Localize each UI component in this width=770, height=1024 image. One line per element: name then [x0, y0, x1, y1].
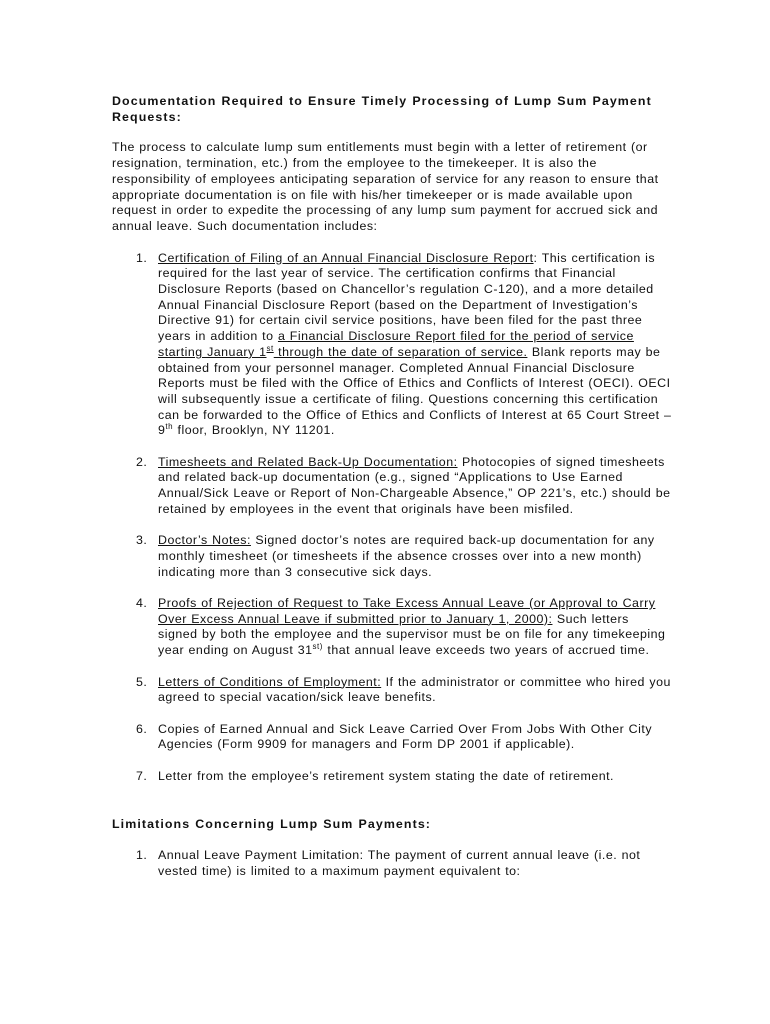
list-item-title: Doctor’s Notes: — [158, 533, 251, 548]
list-item — [112, 769, 672, 785]
list-item-body: Letter from the employee’s retirement system stating the date of retirement. — [158, 768, 614, 783]
list-item-number: 5. — [136, 674, 148, 689]
section-heading-limitations: Limitations Concerning Lump Sum Payments: — [112, 817, 432, 832]
list-item-number: 7. — [136, 768, 148, 783]
list-item-title: Letters of Conditions of Employment: — [158, 674, 382, 689]
list-item-title: Proofs of Rejection of Request to Take Excess Annual Leave (or Approval to Carry Over Excess Annual Leave if submitted prior to January 1, 2000): — [158, 596, 656, 626]
list-item-number: 4. — [136, 596, 148, 611]
list-item — [112, 848, 672, 879]
list-item-title: Timesheets and Related Back-Up Documentation: — [158, 454, 458, 469]
list-item-body: Timesheets and Related Back-Up Documentation: Photocopies of signed timesheets and related back-up documentation (e.g., signed “Applications to Use Earned Annual/Sick Leave or Report of Non-Chargeable Absence,” OP 221’s, etc.) should be retained by employees in the event that originals have been misfiled. — [158, 454, 671, 516]
documentation-list — [112, 251, 672, 785]
list-item-body: Annual Leave Payment Limitation: The payment of current annual leave (i.e. not vested time) is limited to a maximum payment equivalent to: — [158, 848, 641, 878]
list-item-body: Letters of Conditions of Employment: If the administrator or committee who hired you agreed to special vacation/sick leave benefits. — [158, 674, 671, 705]
list-item-body: Copies of Earned Annual and Sick Leave Carried Over From Jobs With Other City Agencies (Form 9909 for managers and Form DP 2001 if applicable). — [158, 721, 653, 752]
limitations-list — [112, 848, 672, 879]
list-item-body: Doctor’s Notes: Signed doctor’s notes are required back-up documentation for any monthly timesheet (or timesheets if the absence crosses over into a new month) indicating more than 3 consecutive sick days. — [158, 533, 655, 579]
list-item-number: 1. — [136, 250, 148, 265]
list-item — [112, 533, 672, 580]
list-item-number: 1. — [136, 848, 148, 863]
list-item — [112, 722, 672, 753]
list-item-body: Proofs of Rejection of Request to Take Excess Annual Leave (or Approval to Carry Over Excess Annual Leave if submitted prior to January 1, 2000): Such letters signed by both the employee and the supervisor must be on file for any timekeeping year ending on August $31^{st)}$ that annual leave exceeds two years of accrued time. — [158, 596, 666, 658]
list-item-number: 3. — [136, 533, 148, 548]
list-item-number: 6. — [136, 721, 148, 736]
list-item-body: Certification of Filing of an Annual Financial Disclosure Report: This certification is required for the last year of service. The certification confirms that Financial Disclosure Reports (based on Chancellor’s regulation C-120), and a more detailed Annual Financial Disclosure Report (based on the Department of Investigation’s Directive 91) for certain civil service positions, have been filed for the past three years in addition to a Financial Disclosure Report filed for the period of service starting January 1st through the date of separation of service. Blank reports may be obtained from your personnel manager. Completed Annual Financial Disclosure Reports must be filed with the Office of Ethics and Conflicts of Interest (OECI). OECI will subsequently issue a certificate of filing. Questions concerning this certification can be forwarded to the Office of Ethics and Conflicts of Interest at 65 Court Street – 9th floor, Brooklyn, NY 11201. — [158, 250, 672, 438]
list-item-number: 2. — [136, 454, 148, 469]
list-item-title: Certification of Filing of an Annual Financial Disclosure Report — [158, 250, 534, 265]
section-heading-documentation: Documentation Required to Ensure Timely Processing of Lump Sum Payment Requests: — [112, 94, 652, 124]
list-item — [112, 251, 672, 439]
intro-paragraph: The process to calculate lump sum entitlements must begin with a letter of retirement (or resignation, termination, etc.) from the employee to the timekeeper. It is also the responsibility of employees anticipating separation of service for any reason to ensure that appropriate documentation is on file with his/her timekeeper or is made available upon request in order to expedite the processing of any lump sum payment for accrued sick and annual leave. Such documentation includes: — [112, 140, 659, 233]
document-page — [112, 94, 672, 895]
list-item — [112, 675, 672, 706]
list-item — [112, 596, 672, 659]
list-item — [112, 455, 672, 518]
